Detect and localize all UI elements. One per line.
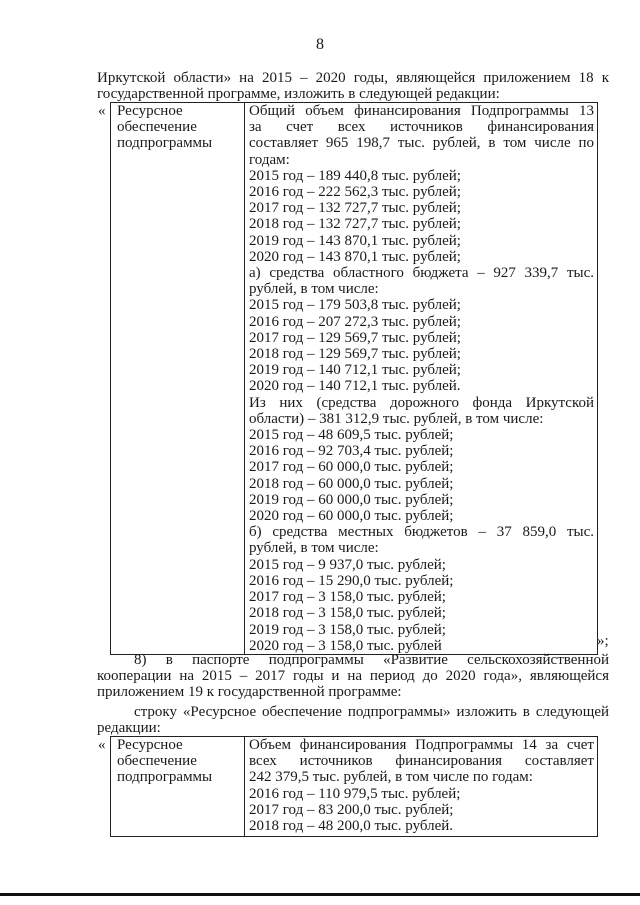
table1-content-line: 2019 год – 143 870,1 тыс. рублей; xyxy=(249,232,461,249)
table2-label-cell xyxy=(111,737,245,837)
resources-table-subprogram-13 xyxy=(110,102,598,655)
para8-line-1: 8) в паспорте подпрограммы «Развитие сельскохозяйственной xyxy=(134,652,609,668)
table2-label-line: Ресурсное xyxy=(117,737,183,753)
table1-content-line: годам: xyxy=(249,151,290,168)
table1-content-cell xyxy=(245,103,598,655)
table1-label-line: Ресурсное xyxy=(117,103,183,119)
table1-content-line: 2020 год – 3 158,0 тыс. рублей xyxy=(249,637,442,654)
table1-content-line: 2016 год – 207 272,3 тыс. рублей; xyxy=(249,313,461,330)
table2-label-line: обеспечение xyxy=(117,753,197,770)
page-number: 8 xyxy=(316,36,324,53)
table1-content-line: 2018 год – 129 569,7 тыс. рублей; xyxy=(249,346,461,363)
table1-content-line: б) средства местных бюджетов – 37 859,0 тыс. xyxy=(249,524,594,541)
table1-content-line: 2018 год – 60 000,0 тыс. рублей; xyxy=(249,475,454,492)
table1-content-line: Общий объем финансирования Подпрограммы 13 xyxy=(249,103,594,119)
table1-open-quote: « xyxy=(98,103,106,119)
table2-content-line: Объем финансирования Подпрограммы 14 за счет xyxy=(249,737,594,753)
row-instruction-line-1: строку «Ресурсное обеспечение подпрограммы» изложить в следующей xyxy=(134,704,609,720)
table1-content-line: 2020 год – 143 870,1 тыс. рублей; xyxy=(249,248,461,265)
table2-content-line: 2016 год – 110 979,5 тыс. рублей; xyxy=(249,785,461,802)
table1-label-line: подпрограммы xyxy=(117,135,213,152)
table1-content-line: 2018 год – 132 727,7 тыс. рублей; xyxy=(249,216,461,233)
table2-content-line: 2017 год – 83 200,0 тыс. рублей; xyxy=(249,801,454,818)
table2-content-cell xyxy=(245,737,598,837)
table1-label-line: обеспечение xyxy=(117,119,197,136)
table1-content-line: 2020 год – 140 712,1 тыс. рублей. xyxy=(249,378,461,395)
table1-content-line: 2019 год – 3 158,0 тыс. рублей; xyxy=(249,621,446,638)
table1-content-line: рублей, в том числе: xyxy=(249,540,379,557)
table1-label-cell xyxy=(111,103,245,655)
table1-content-line: 2019 год – 140 712,1 тыс. рублей; xyxy=(249,362,461,379)
table2-content-line: 2018 год – 48 200,0 тыс. рублей. xyxy=(249,818,454,835)
intro-line-1: Иркутской области» на 2015 – 2020 годы, являющейся приложением 18 к xyxy=(97,70,609,86)
table1-content-line: 2017 год – 3 158,0 тыс. рублей; xyxy=(249,589,446,606)
bottom-border-line xyxy=(0,893,640,896)
table1-content-line: а) средства областного бюджета – 927 339,7 тыс. xyxy=(249,265,594,282)
table1-content-line: 2016 год – 15 290,0 тыс. рублей; xyxy=(249,572,454,589)
table1-content-line: 2019 год – 60 000,0 тыс. рублей; xyxy=(249,491,454,508)
table2-label-line: подпрограммы xyxy=(117,769,213,786)
table1-content-line: 2017 год – 129 569,7 тыс. рублей; xyxy=(249,329,461,346)
table2-content-line: всех источников финансирования составляет xyxy=(249,753,594,770)
intro-line-2: государственной программе, изложить в следующей редакции: xyxy=(97,86,500,102)
row-instruction-line-2: редакции: xyxy=(97,720,161,736)
table1-content-line: за счет всех источников финансирования xyxy=(249,119,594,136)
table1-content-line: 2020 год – 60 000,0 тыс. рублей; xyxy=(249,508,454,525)
table1-content-line: области) – 381 312,9 тыс. рублей, в том числе: xyxy=(249,410,544,427)
table1-content-line: 2015 год – 189 440,8 тыс. рублей; xyxy=(249,167,461,184)
resources-table-subprogram-14 xyxy=(110,736,598,837)
table1-content-line: 2015 год – 48 609,5 тыс. рублей; xyxy=(249,427,454,444)
para8-line-3: приложением 19 к государственной программе: xyxy=(97,684,402,700)
table1-content-line: 2015 год – 9 937,0 тыс. рублей; xyxy=(249,556,446,573)
table1-content-line: составляет 965 198,7 тыс. рублей, в том числе по xyxy=(249,135,594,152)
table1-close-quote: »; xyxy=(597,633,609,649)
table1-content-line: 2015 год – 179 503,8 тыс. рублей; xyxy=(249,297,461,314)
para8-line-2: кооперации на 2015 – 2017 годы и на период до 2020 года», являющейся xyxy=(97,668,609,684)
table1-content-line: Из них (средства дорожного фонда Иркутской xyxy=(249,394,594,411)
table1-content-line: 2016 год – 222 562,3 тыс. рублей; xyxy=(249,184,461,201)
table1-content-line: 2018 год – 3 158,0 тыс. рублей; xyxy=(249,605,446,622)
table1-content-line: 2016 год – 92 703,4 тыс. рублей; xyxy=(249,443,454,460)
table1-content-line: 2017 год – 132 727,7 тыс. рублей; xyxy=(249,200,461,217)
table1-content-line: рублей, в том числе: xyxy=(249,281,379,298)
table2-content-line: 242 379,5 тыс. рублей, в том числе по годам: xyxy=(249,769,533,786)
table1-content-line: 2017 год – 60 000,0 тыс. рублей; xyxy=(249,459,454,476)
table2-open-quote: « xyxy=(98,737,106,753)
